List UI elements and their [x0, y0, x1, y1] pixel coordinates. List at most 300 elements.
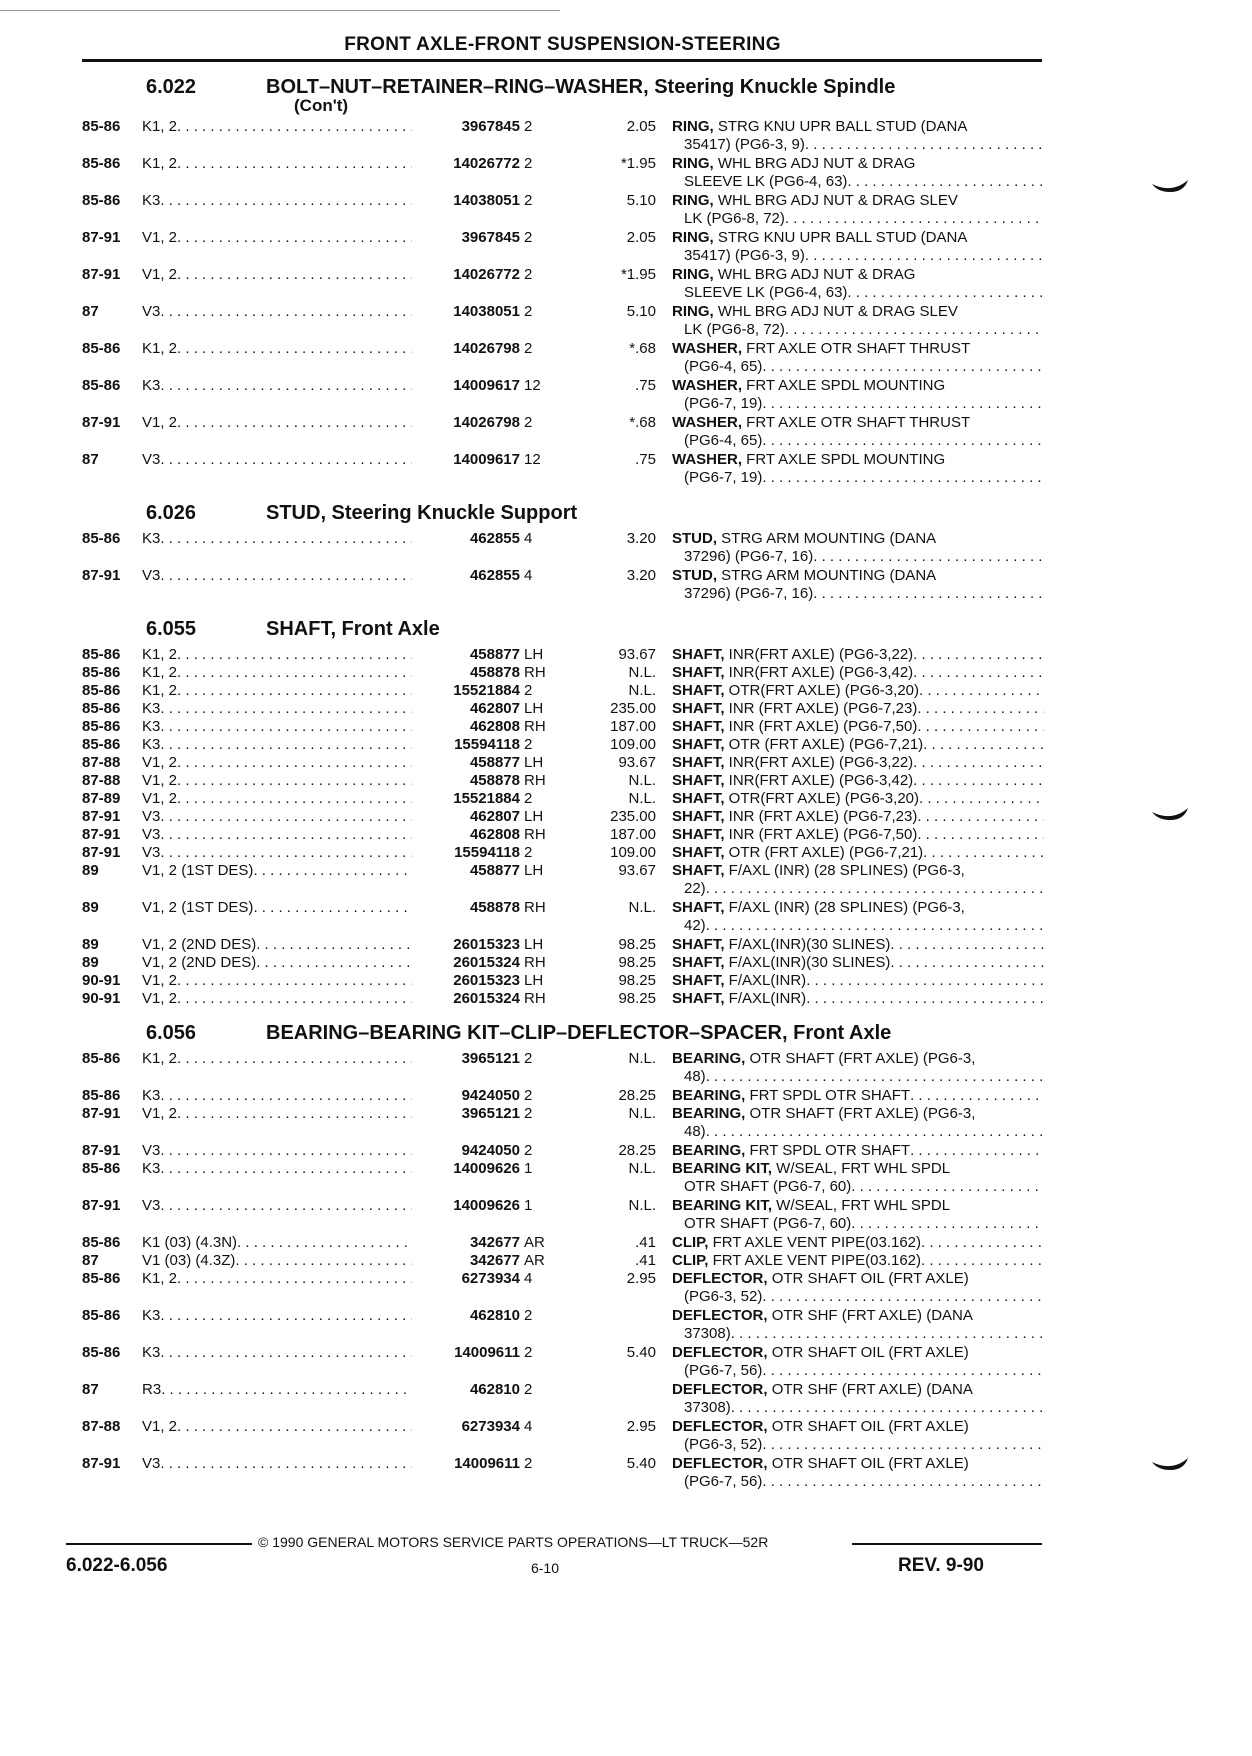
quantity: 2 — [524, 155, 533, 172]
part-description — [672, 377, 1044, 413]
part-description — [672, 1252, 1044, 1270]
price: 5.10 — [626, 303, 656, 320]
description-text: F/AXL (INR) (28 SPLINES) (PG6-3, — [724, 899, 965, 916]
description-keyword: SHAFT, — [672, 772, 725, 789]
price: 187.00 — [610, 718, 656, 735]
description-text-cont: 22) — [684, 880, 706, 897]
price: N.L. — [628, 772, 656, 789]
description-line-1 — [672, 340, 1044, 358]
description-text: FRT AXLE OTR SHAFT THRUST — [742, 414, 971, 431]
description-text: WHL BRG ADJ NUT & DRAG SLEV — [713, 303, 958, 320]
description-line-1 — [672, 1252, 1044, 1270]
part-number: 3965121 — [412, 1050, 520, 1068]
quantity: 4 — [524, 567, 533, 584]
description-text-cont: LK (PG6-8, 72) — [684, 321, 785, 338]
price: .41 — [635, 1234, 656, 1251]
description-keyword: SHAFT, — [672, 899, 725, 916]
model-years: 85-86 — [82, 646, 121, 663]
description-keyword: WASHER, — [672, 340, 743, 357]
section-number: 6.022 — [146, 76, 197, 98]
description-text-cont: 37296) (PG6-7, 16) — [684, 585, 814, 602]
leader-dots — [921, 1234, 1044, 1252]
description-line-2 — [672, 1215, 1044, 1233]
description-keyword: DEFLECTOR, — [672, 1455, 768, 1472]
description-keyword: RING, — [672, 118, 714, 135]
description-text: WHL BRG ADJ NUT & DRAG SLEV — [713, 192, 958, 209]
quantity: 4 — [524, 1270, 533, 1287]
section-header — [82, 74, 1042, 118]
description-line-1 — [672, 736, 1044, 754]
model-code-text: K1, 2 — [142, 1050, 178, 1067]
parts-table — [82, 530, 1042, 604]
quantity: RH — [524, 954, 546, 971]
description-line-2 — [672, 1068, 1044, 1086]
model-code-text: V3 — [142, 1455, 161, 1472]
price: 93.67 — [618, 862, 656, 879]
description-line-1 — [672, 718, 1044, 736]
price: 98.25 — [618, 954, 656, 971]
quantity: 2 — [524, 229, 533, 246]
description-text: INR(FRT AXLE) (PG6-3,22) — [724, 754, 914, 771]
part-number: 342677 — [412, 1234, 520, 1252]
quantity: 2 — [524, 736, 533, 753]
model-years: 85-86 — [82, 736, 121, 753]
description-line-1 — [672, 567, 1044, 585]
model-years: 87-88 — [82, 772, 121, 789]
parts-table — [82, 646, 1042, 1008]
quantity: 12 — [524, 377, 541, 394]
price: 5.40 — [626, 1344, 656, 1361]
description-keyword: CLIP, — [672, 1234, 709, 1251]
model-years: 85-86 — [82, 664, 121, 681]
description-line-2 — [672, 173, 1044, 191]
section-number: 6.026 — [146, 502, 197, 524]
table-row — [82, 790, 1042, 808]
description-keyword: RING, — [672, 266, 714, 283]
footer-page-number: 6-10 — [530, 1560, 560, 1576]
model-code-text: R3 — [142, 1381, 162, 1398]
part-number: 9424050 — [412, 1142, 520, 1160]
part-number: 3967845 — [412, 118, 520, 136]
quantity: LH — [524, 808, 544, 825]
table-row — [82, 1234, 1042, 1252]
part-number: 14038051 — [412, 192, 520, 210]
description-line-1 — [672, 1197, 1044, 1215]
leader-dots — [847, 173, 1044, 191]
part-number: 458878 — [412, 899, 520, 917]
table-row — [82, 808, 1042, 826]
leader-dots — [806, 972, 1044, 990]
table-row — [82, 700, 1042, 718]
description-text-cont: 42) — [684, 917, 706, 934]
leader-dots — [923, 736, 1044, 754]
part-number: 462808 — [412, 718, 520, 736]
leader-dots — [762, 1288, 1044, 1306]
quantity: LH — [524, 972, 544, 989]
description-line-2 — [672, 1178, 1044, 1196]
description-text-cont: 48) — [684, 1123, 706, 1140]
description-keyword: SHAFT, — [672, 718, 725, 735]
quantity: LH — [524, 646, 544, 663]
table-row — [82, 1197, 1042, 1234]
part-description — [672, 954, 1044, 972]
quantity: 2 — [524, 192, 533, 209]
model-years: 87 — [82, 303, 99, 320]
price: 3.20 — [626, 530, 656, 547]
section-header — [82, 500, 1042, 530]
description-line-2 — [672, 247, 1044, 265]
model-code-text: V3 — [142, 808, 161, 825]
part-description — [672, 303, 1044, 339]
leader-dots — [921, 1252, 1044, 1270]
model-code-text: V3 — [142, 844, 161, 861]
part-description — [672, 808, 1044, 826]
description-text: OTR SHAFT OIL (FRT AXLE) — [767, 1270, 969, 1287]
description-line-1 — [672, 266, 1044, 284]
description-line-2 — [672, 1288, 1044, 1306]
footer-copyright: © 1990 GENERAL MOTORS SERVICE PARTS OPERATIONS—LT TRUCK—52R — [258, 1534, 769, 1550]
price: *1.95 — [620, 266, 656, 283]
description-text-cont: (PG6-4, 65) — [684, 432, 763, 449]
table-row — [82, 192, 1042, 229]
description-text-cont: SLEEVE LK (PG6-4, 63) — [684, 173, 848, 190]
price: 93.67 — [618, 754, 656, 771]
description-line-1 — [672, 972, 1044, 990]
model-code-text: K3 — [142, 1160, 161, 1177]
table-row — [82, 682, 1042, 700]
part-number: 26015323 — [412, 936, 520, 954]
description-keyword: DEFLECTOR, — [672, 1344, 768, 1361]
description-line-1 — [672, 664, 1044, 682]
model-years: 87-91 — [82, 1142, 121, 1159]
quantity: AR — [524, 1252, 545, 1269]
model-code-text: V3 — [142, 826, 161, 843]
price: N.L. — [628, 1050, 656, 1067]
price: N.L. — [628, 899, 656, 916]
model-code-text: V3 — [142, 1197, 161, 1214]
leader-dots — [805, 136, 1044, 154]
model-code-text: V1, 2 — [142, 414, 178, 431]
description-line-2 — [672, 880, 1044, 898]
model-code-text: K1, 2 — [142, 1270, 178, 1287]
description-text: INR (FRT AXLE) (PG6-7,50) — [724, 826, 918, 843]
description-keyword: BEARING KIT, — [672, 1160, 773, 1177]
footer-rule-right — [852, 1543, 1042, 1545]
price: .75 — [635, 451, 656, 468]
part-number: 26015323 — [412, 972, 520, 990]
quantity: 2 — [524, 682, 533, 699]
model-years: 85-86 — [82, 682, 121, 699]
model-code-text: V1, 2 (1ST DES) — [142, 862, 254, 879]
description-keyword: DEFLECTOR, — [672, 1270, 768, 1287]
description-line-1 — [672, 1087, 1044, 1105]
model-code-text: K3 — [142, 1307, 161, 1324]
description-keyword: CLIP, — [672, 1252, 709, 1269]
model-code-text: K3 — [142, 192, 161, 209]
model-years: 85-86 — [82, 1344, 121, 1361]
description-text-cont: 37308) — [684, 1325, 731, 1342]
description-text-cont: (PG6-4, 65) — [684, 358, 763, 375]
model-years: 87-91 — [82, 1197, 121, 1214]
leader-dots — [785, 321, 1044, 339]
description-text-cont: (PG6-7, 56) — [684, 1473, 763, 1490]
leader-dots — [890, 936, 1044, 954]
description-line-2 — [672, 395, 1044, 413]
footer-revision: REV. 9-90 — [898, 1555, 984, 1576]
section-title-main: BEARING–BEARING KIT–CLIP–DEFLECTOR–SPACER, Front Axle — [266, 1022, 892, 1044]
model-code-text: V3 — [142, 451, 161, 468]
description-text: OTR(FRT AXLE) (PG6-3,20) — [724, 790, 919, 807]
part-description — [672, 718, 1044, 736]
model-code-text: V1, 2 — [142, 790, 178, 807]
description-text-cont: 35417) (PG6-3, 9) — [684, 247, 805, 264]
part-description — [672, 155, 1044, 191]
section-header — [82, 616, 1042, 646]
description-text-cont: 37296) (PG6-7, 16) — [684, 548, 814, 565]
price: 5.40 — [626, 1455, 656, 1472]
description-line-1 — [672, 1418, 1044, 1436]
description-text: F/AXL(INR) — [724, 972, 807, 989]
part-number: 26015324 — [412, 954, 520, 972]
part-description — [672, 862, 1044, 898]
quantity: 2 — [524, 1087, 533, 1104]
part-description — [672, 1234, 1044, 1252]
description-line-2 — [672, 1436, 1044, 1454]
table-row — [82, 826, 1042, 844]
part-number: 14026798 — [412, 340, 520, 358]
description-text: STRG KNU UPR BALL STUD (DANA — [713, 229, 968, 246]
leader-dots — [913, 754, 1044, 772]
model-code-text: K1, 2 — [142, 646, 178, 663]
part-description — [672, 1381, 1044, 1417]
part-description — [672, 682, 1044, 700]
price: N.L. — [628, 682, 656, 699]
part-description — [672, 451, 1044, 487]
table-row — [82, 1307, 1042, 1344]
price: 235.00 — [610, 700, 656, 717]
leader-dots — [762, 469, 1044, 487]
description-text: FRT AXLE SPDL MOUNTING — [742, 451, 946, 468]
model-code-text: V1, 2 — [142, 266, 178, 283]
table-row — [82, 1344, 1042, 1381]
description-line-1 — [672, 954, 1044, 972]
binder-hole-mark — [1150, 808, 1190, 822]
description-line-2 — [672, 548, 1044, 566]
model-years: 85-86 — [82, 1270, 121, 1287]
description-line-1 — [672, 530, 1044, 548]
table-row — [82, 229, 1042, 266]
price: N.L. — [628, 790, 656, 807]
description-text: OTR (FRT AXLE) (PG6-7,21) — [724, 736, 924, 753]
description-keyword: DEFLECTOR, — [672, 1381, 768, 1398]
price: N.L. — [628, 664, 656, 681]
model-code-text: K1 (03) (4.3N) — [142, 1234, 238, 1251]
leader-dots — [917, 808, 1044, 826]
part-number: 26015324 — [412, 990, 520, 1008]
quantity: 12 — [524, 451, 541, 468]
section-title-main: BOLT–NUT–RETAINER–RING–WASHER, — [266, 76, 649, 98]
parts-table — [82, 118, 1042, 488]
price: .41 — [635, 1252, 656, 1269]
description-text-cont: (PG6-3, 52) — [684, 1288, 763, 1305]
model-years: 87 — [82, 1252, 99, 1269]
price: *.68 — [629, 414, 656, 431]
description-text-cont: SLEEVE LK (PG6-4, 63) — [684, 284, 848, 301]
part-number: 15521884 — [412, 790, 520, 808]
description-text: FRT AXLE SPDL MOUNTING — [742, 377, 946, 394]
part-number: 14038051 — [412, 303, 520, 321]
model-years: 87-88 — [82, 1418, 121, 1435]
part-number: 14009626 — [412, 1197, 520, 1215]
model-years: 85-86 — [82, 377, 121, 394]
description-text: F/AXL(INR)(30 SLINES) — [724, 954, 891, 971]
model-code-text: K3 — [142, 736, 161, 753]
description-line-2 — [672, 1325, 1044, 1343]
price: 2.05 — [626, 229, 656, 246]
leader-dots — [762, 395, 1044, 413]
description-line-2 — [672, 432, 1044, 450]
part-number: 462810 — [412, 1381, 520, 1399]
description-text: STRG KNU UPR BALL STUD (DANA — [713, 118, 968, 135]
part-description — [672, 1455, 1044, 1491]
leader-dots — [706, 1068, 1044, 1086]
footer-section-range: 6.022-6.056 — [66, 1555, 168, 1576]
part-description — [672, 266, 1044, 302]
table-row — [82, 1142, 1042, 1160]
binder-hole-mark — [1150, 180, 1190, 194]
part-description — [672, 1160, 1044, 1196]
quantity: 4 — [524, 530, 533, 547]
leader-dots — [813, 548, 1044, 566]
leader-dots — [913, 664, 1044, 682]
model-years: 85-86 — [82, 118, 121, 135]
model-years: 85-86 — [82, 530, 121, 547]
section-continued: (Con't) — [294, 96, 349, 115]
quantity: RH — [524, 899, 546, 916]
model-years: 85-86 — [82, 700, 121, 717]
part-number: 462807 — [412, 808, 520, 826]
price: N.L. — [628, 1197, 656, 1214]
table-row — [82, 1160, 1042, 1197]
table-row — [82, 1455, 1042, 1492]
description-text: FRT SPDL OTR SHAFT — [745, 1087, 911, 1104]
top-edge-rule — [0, 10, 560, 11]
model-code-text: K1, 2 — [142, 118, 178, 135]
quantity: RH — [524, 718, 546, 735]
part-number: 14009626 — [412, 1160, 520, 1178]
model-years: 87-89 — [82, 790, 121, 807]
model-years: 87-91 — [82, 1105, 121, 1122]
table-row — [82, 772, 1042, 790]
part-description — [672, 1105, 1044, 1141]
footer-rule-left — [66, 1543, 252, 1545]
part-description — [672, 567, 1044, 603]
description-line-2 — [672, 358, 1044, 376]
part-number: 14009611 — [412, 1344, 520, 1362]
description-text: INR (FRT AXLE) (PG6-7,23) — [724, 808, 918, 825]
description-line-1 — [672, 414, 1044, 432]
description-line-1 — [672, 155, 1044, 173]
description-line-1 — [672, 772, 1044, 790]
model-code-text: V1, 2 — [142, 772, 178, 789]
model-years: 87-91 — [82, 229, 121, 246]
model-years: 87-91 — [82, 414, 121, 431]
part-description — [672, 192, 1044, 228]
leader-dots — [847, 284, 1044, 302]
model-code-text: K1, 2 — [142, 155, 178, 172]
model-years: 87-91 — [82, 808, 121, 825]
price: 98.25 — [618, 972, 656, 989]
leader-dots — [813, 585, 1044, 603]
part-number: 458878 — [412, 772, 520, 790]
part-description — [672, 772, 1044, 790]
price: 98.25 — [618, 990, 656, 1007]
quantity: 2 — [524, 266, 533, 283]
part-number: 458877 — [412, 862, 520, 880]
table-row — [82, 899, 1042, 936]
leader-dots — [919, 790, 1044, 808]
table-row — [82, 567, 1042, 604]
description-line-1 — [672, 990, 1044, 1008]
description-text: OTR SHF (FRT AXLE) (DANA — [767, 1381, 973, 1398]
quantity: RH — [524, 990, 546, 1007]
section-title — [266, 502, 577, 525]
price: 2.95 — [626, 1418, 656, 1435]
description-keyword: WASHER, — [672, 414, 743, 431]
price: 187.00 — [610, 826, 656, 843]
description-text: STRG ARM MOUNTING (DANA — [717, 567, 937, 584]
quantity: RH — [524, 772, 546, 789]
part-description — [672, 990, 1044, 1008]
part-description — [672, 646, 1044, 664]
description-line-1 — [672, 682, 1044, 700]
table-row — [82, 990, 1042, 1008]
part-description — [672, 1142, 1044, 1160]
description-line-1 — [672, 754, 1044, 772]
model-code-text: V1, 2 — [142, 990, 178, 1007]
part-number: 462808 — [412, 826, 520, 844]
description-line-1 — [672, 1455, 1044, 1473]
description-keyword: STUD, — [672, 567, 717, 584]
price: 2.95 — [626, 1270, 656, 1287]
description-text-cont: 37308) — [684, 1399, 731, 1416]
parts-listing — [82, 74, 1042, 1504]
part-number: 6273934 — [412, 1270, 520, 1288]
leader-dots — [919, 682, 1044, 700]
model-years: 85-86 — [82, 1234, 121, 1251]
leader-dots — [913, 646, 1044, 664]
part-number: 15594118 — [412, 844, 520, 862]
description-keyword: SHAFT, — [672, 990, 725, 1007]
description-text: OTR SHAFT (FRT AXLE) (PG6-3, — [745, 1050, 976, 1067]
description-line-1 — [672, 646, 1044, 664]
model-code-text: V3 — [142, 1142, 161, 1159]
quantity: 2 — [524, 1142, 533, 1159]
description-keyword: SHAFT, — [672, 862, 725, 879]
quantity: 2 — [524, 1344, 533, 1361]
quantity: 1 — [524, 1197, 533, 1214]
model-years: 87-91 — [82, 1455, 121, 1472]
part-number: 462855 — [412, 530, 520, 548]
description-text: FRT AXLE VENT PIPE(03.162) — [708, 1252, 922, 1269]
description-text-cont: 48) — [684, 1068, 706, 1085]
description-line-1 — [672, 229, 1044, 247]
part-number: 462810 — [412, 1307, 520, 1325]
model-code-text: V1, 2 — [142, 1418, 178, 1435]
leader-dots — [805, 247, 1044, 265]
description-keyword: RING, — [672, 192, 714, 209]
description-keyword: SHAFT, — [672, 664, 725, 681]
